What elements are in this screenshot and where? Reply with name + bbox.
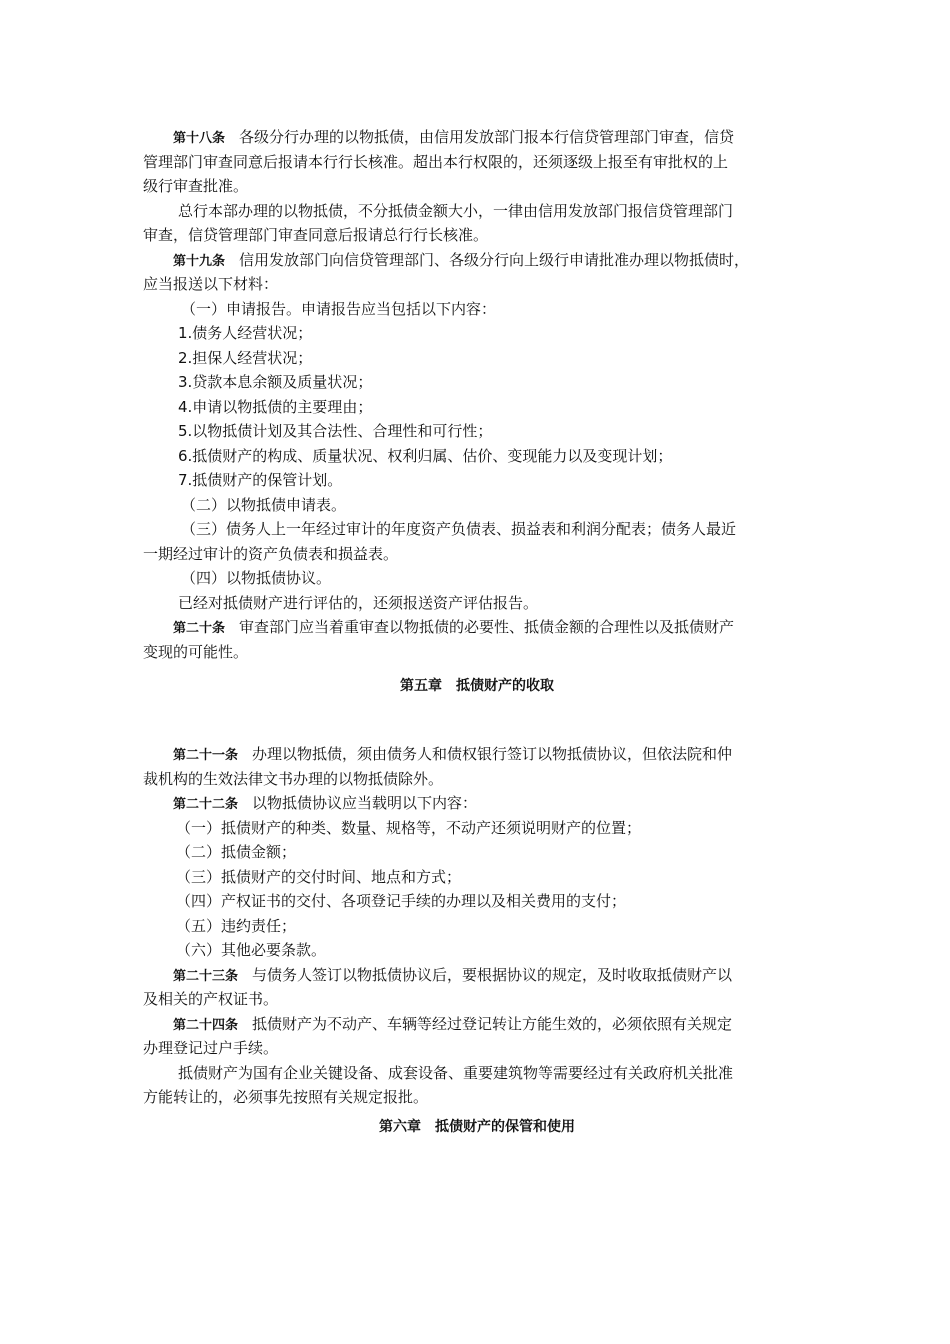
article-18-para-2-line-2: 审查，信贷管理部门审查同意后报请总行行长核准。 bbox=[143, 226, 489, 244]
article-20-line-2: 变现的可能性。 bbox=[143, 642, 249, 661]
article-18-line-1: 第十八条 各级分行办理的以物抵债，由信用发放部门报本行信贷管理部门审查，信贷 bbox=[173, 128, 735, 146]
article-18-para-2-line-1: 总行本部办理的以物抵债，不分抵债金额大小，一律由信用发放部门报信贷管理部门 bbox=[178, 201, 734, 220]
article-19-item-3-line-2: 一期经过审计的资产负债表和损益表。 bbox=[143, 544, 399, 563]
list-item: 6.抵债财产的构成、质量状况、权利归属、估价、变现能力以及变现计划； bbox=[178, 446, 673, 465]
article-19-label: 第十九条 bbox=[173, 253, 226, 269]
article-24-para-2-line-1: 抵债财产为国有企业关键设备、成套设备、重要建筑物等需要经过有关政府机关批准 bbox=[178, 1063, 734, 1082]
list-item: （二）抵债金额； bbox=[176, 843, 297, 861]
list-item: 2.担保人经营状况； bbox=[178, 348, 313, 367]
chapter-6-heading: 第六章 抵债财产的保管和使用 bbox=[379, 1119, 575, 1135]
article-20-line-1: 第二十条 审查部门应当着重审查以物抵债的必要性、抵债金额的合理性以及抵债财产 bbox=[173, 618, 735, 636]
articles-21-24 bbox=[143, 742, 811, 1110]
article-22-label: 第二十二条 bbox=[173, 797, 239, 812]
chapter-5-heading: 第五章 抵债财产的收取 bbox=[400, 678, 554, 694]
article-21-label: 第二十一条 bbox=[173, 748, 239, 763]
article-19-item-4: （四）以物抵债协议。 bbox=[181, 569, 332, 587]
list-item: （六）其他必要条款。 bbox=[176, 941, 327, 959]
article-23-line-2: 及相关的产权证书。 bbox=[143, 990, 279, 1008]
list-item: 7.抵债财产的保管计划。 bbox=[178, 471, 343, 489]
article-18-label: 第十八条 bbox=[173, 131, 226, 146]
article-23-line-1: 第二十三条 与债务人签订以物抵债协议后，要根据协议的规定，及时收取抵债财产以 bbox=[173, 965, 733, 984]
list-item: 3.贷款本息余额及质量状况； bbox=[178, 373, 373, 391]
article-24-line-1: 第二十四条 抵债财产为不动产、车辆等经过登记转让方能生效的，必须依照有关规定 bbox=[173, 1014, 733, 1033]
article-19-item-3-line-1: （三）债务人上一年经过审计的年度资产负债表、损益表和利润分配表；债务人最近 bbox=[181, 520, 737, 538]
article-20-label: 第二十条 bbox=[173, 621, 226, 636]
list-item: （四）产权证书的交付、各项登记手续的办理以及相关费用的支付； bbox=[176, 892, 627, 910]
article-18-line-3: 级行审查批准。 bbox=[143, 177, 249, 195]
article-19-tail: 已经对抵债财产进行评估的，还须报送资产评估报告。 bbox=[178, 593, 539, 612]
article-21-line-2: 裁机构的生效法律文书办理的以物抵债除外。 bbox=[143, 769, 444, 788]
list-item: （二）以物抵债申请表。 bbox=[181, 495, 347, 514]
article-22-line-1: 第二十二条 以物抵债协议应当载明以下内容： bbox=[173, 794, 478, 812]
list-item: （一）抵债财产的种类、数量、规格等，不动产还须说明财产的位置； bbox=[176, 818, 642, 837]
article-23-label: 第二十三条 bbox=[173, 968, 239, 984]
article-21-line-1: 第二十一条 办理以物抵债，须由债务人和债权银行签订以物抵债协议，但依法院和仲 bbox=[173, 745, 733, 763]
list-item: 1.债务人经营状况； bbox=[178, 324, 313, 342]
article-18-line-2: 管理部门审查同意后报请本行行长核准。超出本行权限的，还须逐级上报至有审批权的上 bbox=[143, 152, 729, 171]
list-item: （一）申请报告。申请报告应当包括以下内容： bbox=[181, 299, 497, 318]
list-item: 5.以物抵债计划及其合法性、合理性和可行性； bbox=[178, 422, 493, 440]
list-item: 4.申请以物抵债的主要理由； bbox=[178, 397, 373, 416]
article-24-label: 第二十四条 bbox=[173, 1017, 239, 1033]
article-24-para-2-line-2: 方能转让的，必须事先按照有关规定报批。 bbox=[143, 1088, 429, 1106]
articles-18-20 bbox=[143, 125, 811, 664]
list-item: （五）违约责任； bbox=[176, 916, 297, 935]
article-19-line-1: 第十九条 信用发放部门向信贷管理部门、各级分行向上级行申请批准办理以物抵债时， bbox=[173, 250, 750, 269]
list-item: （三）抵债财产的交付时间、地点和方式； bbox=[176, 867, 462, 886]
article-24-line-2: 办理登记过户手续。 bbox=[143, 1039, 279, 1057]
article-19-line-2: 应当报送以下材料： bbox=[143, 275, 279, 293]
